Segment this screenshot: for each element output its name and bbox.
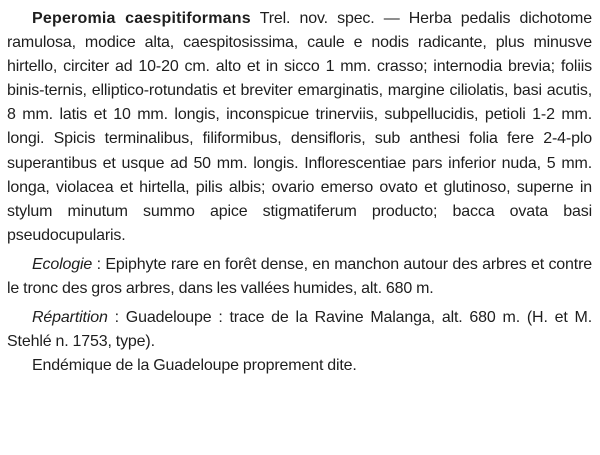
distribution-separator: :	[114, 309, 119, 327]
ecology-paragraph	[7, 253, 592, 301]
species-name: Peperomia caespitiformans	[32, 10, 251, 27]
species-description-paragraph	[7, 7, 592, 248]
endemism-paragraph	[7, 354, 592, 378]
distribution-label: Répartition	[32, 309, 108, 327]
author-note: Trel. nov. spec. —	[259, 10, 400, 27]
ecology-separator: :	[96, 255, 101, 273]
latin-description: Herba pedalis dichotome ramulosa, modice alta, caespitosissima, caule e nodis radicante, plus minusve hirtello, circiter ad 10-20 cm. alto et in sicco 1 mm. crasso; internodia brevia; foliis binis-ternis, elliptico-rotundatis et breviter emarginatis, margine ciliolatis, basi acutis, 8 mm. latis et 10 mm. longis, inconspicue trinerviis, subpellucidis, petioli 1-2 mm. longi. Spicis terminalibus, filiformibus, densifloris, sub anthesi folia fere 2-4-plo superantibus et usque ad 50 mm. longis. Inflorescentiae pars inferior nuda, 5 mm. longa, violacea et hirtella, pilis albis; ovario emerso ovato et glutinoso, superne in stylum minutum summo apice stigmatiferum producto; bacca ovata basi pseudocupularis.	[7, 10, 592, 244]
ecology-text: Epiphyte rare en forêt dense, en manchon autour des arbres et contre le tronc des gros arbres, dans les vallées humides, alt. 680 m.	[7, 255, 593, 298]
distribution-paragraph	[7, 306, 592, 354]
ecology-label: Ecologie	[32, 255, 93, 273]
endemism-text: Endémique de la Guadeloupe proprement dite.	[32, 357, 357, 375]
distribution-text: Guadeloupe : trace de la Ravine Malanga, alt. 680 m. (H. et M. Stehlé n. 1753, type).	[7, 309, 593, 351]
